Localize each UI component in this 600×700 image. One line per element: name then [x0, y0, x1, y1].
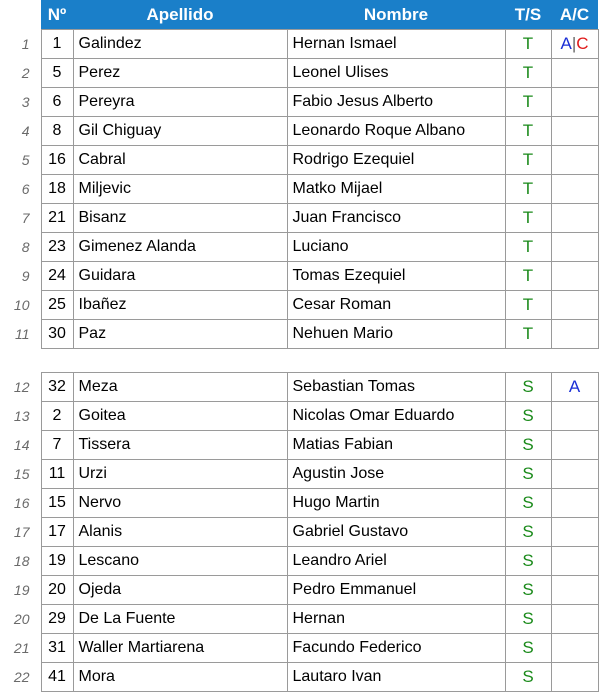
player-nombre: Rodrigo Ezequiel: [287, 146, 505, 175]
player-apellido: Meza: [73, 373, 287, 402]
player-ts: T: [505, 59, 551, 88]
row-index: 11: [14, 326, 30, 342]
player-number: 15: [41, 489, 73, 518]
table-row: [0, 576, 598, 605]
header-row: [0, 0, 598, 30]
player-ac: [551, 233, 598, 262]
player-ts: S: [505, 402, 551, 431]
player-ts: T: [505, 175, 551, 204]
player-number: 20: [41, 576, 73, 605]
row-index: 20: [13, 611, 30, 627]
player-ac: [551, 402, 598, 431]
player-number: 18: [41, 175, 73, 204]
player-ac: [551, 204, 598, 233]
player-ac: [551, 489, 598, 518]
player-nombre: Matias Fabian: [287, 431, 505, 460]
player-number: 41: [41, 663, 73, 692]
player-ts: T: [505, 146, 551, 175]
header-nombre: Nombre: [287, 0, 505, 30]
row-index: 15: [13, 466, 30, 482]
player-ac: [551, 59, 598, 88]
row-index: 14: [13, 437, 30, 453]
player-ts: T: [505, 320, 551, 349]
player-number: 19: [41, 547, 73, 576]
player-apellido: Gimenez Alanda: [73, 233, 287, 262]
player-nombre: Juan Francisco: [287, 204, 505, 233]
player-ts: S: [505, 576, 551, 605]
player-apellido: Galindez: [73, 30, 287, 59]
player-number: 31: [41, 634, 73, 663]
row-index: 3: [21, 94, 30, 110]
player-apellido: Tissera: [73, 431, 287, 460]
player-nombre: Leonel Ulises: [287, 59, 505, 88]
player-ts: T: [505, 204, 551, 233]
substitutes-section: [0, 373, 598, 692]
table-row: [0, 402, 598, 431]
player-apellido: Ibañez: [73, 291, 287, 320]
table-row: [0, 59, 598, 88]
row-index: 4: [21, 123, 30, 139]
player-apellido: Alanis: [73, 518, 287, 547]
row-index: 13: [13, 408, 30, 424]
table-row: [0, 88, 598, 117]
player-nombre: Pedro Emmanuel: [287, 576, 505, 605]
player-ac: [551, 262, 598, 291]
player-apellido: Mora: [73, 663, 287, 692]
header-index-blank: [0, 0, 41, 30]
table-row: [0, 663, 598, 692]
player-number: 21: [41, 204, 73, 233]
player-ac: [551, 88, 598, 117]
row-index: 7: [21, 210, 30, 226]
table-row: [0, 489, 598, 518]
player-nombre: Hernan: [287, 605, 505, 634]
player-apellido: Lescano: [73, 547, 287, 576]
player-nombre: Lautaro Ivan: [287, 663, 505, 692]
header-number: Nº: [41, 0, 73, 30]
player-ac: [551, 431, 598, 460]
player-nombre: Fabio Jesus Alberto: [287, 88, 505, 117]
table-row: [0, 262, 598, 291]
table-row: [0, 291, 598, 320]
player-nombre: Gabriel Gustavo: [287, 518, 505, 547]
player-ac: [551, 291, 598, 320]
player-nombre: Leonardo Roque Albano: [287, 117, 505, 146]
row-index: 18: [13, 553, 30, 569]
player-apellido: Urzi: [73, 460, 287, 489]
player-number: 16: [41, 146, 73, 175]
row-index: 8: [21, 239, 30, 255]
row-index: 9: [21, 268, 30, 284]
player-nombre: Cesar Roman: [287, 291, 505, 320]
player-apellido: Ojeda: [73, 576, 287, 605]
table-row: [0, 175, 598, 204]
player-number: 30: [41, 320, 73, 349]
player-ts: T: [505, 291, 551, 320]
player-apellido: Nervo: [73, 489, 287, 518]
table-row: [0, 204, 598, 233]
player-apellido: Perez: [73, 59, 287, 88]
table-row: [0, 373, 598, 402]
player-number: 7: [41, 431, 73, 460]
player-ac: [551, 518, 598, 547]
player-number: 24: [41, 262, 73, 291]
player-ts: S: [505, 634, 551, 663]
row-index: 1: [21, 36, 30, 52]
spacer-row: [0, 349, 598, 373]
row-index: 12: [13, 379, 30, 395]
table-row: [0, 320, 598, 349]
player-ac: [551, 320, 598, 349]
player-apellido: Guidara: [73, 262, 287, 291]
player-nombre: Tomas Ezequiel: [287, 262, 505, 291]
player-nombre: Nicolas Omar Eduardo: [287, 402, 505, 431]
player-ac: [551, 117, 598, 146]
player-number: 17: [41, 518, 73, 547]
player-number: 6: [41, 88, 73, 117]
ac-c-mark: C: [576, 34, 589, 53]
row-index: 21: [13, 640, 30, 656]
player-ts: T: [505, 88, 551, 117]
table-row: [0, 547, 598, 576]
player-nombre: Hugo Martin: [287, 489, 505, 518]
player-number: 29: [41, 605, 73, 634]
player-ac: [551, 460, 598, 489]
player-number: 8: [41, 117, 73, 146]
player-nombre: Nehuen Mario: [287, 320, 505, 349]
player-apellido: Pereyra: [73, 88, 287, 117]
player-number: 25: [41, 291, 73, 320]
player-nombre: Matko Mijael: [287, 175, 505, 204]
player-nombre: Facundo Federico: [287, 634, 505, 663]
header-ac: A/C: [551, 0, 598, 30]
player-apellido: Cabral: [73, 146, 287, 175]
player-ac: [551, 146, 598, 175]
row-index: 2: [21, 65, 30, 81]
player-ts: S: [505, 605, 551, 634]
player-ac: [551, 663, 598, 692]
starters-section: [0, 30, 598, 349]
header-ts: T/S: [505, 0, 551, 30]
player-apellido: Miljevic: [73, 175, 287, 204]
player-ts: S: [505, 663, 551, 692]
player-ts: T: [505, 262, 551, 291]
row-index: 17: [13, 524, 30, 540]
player-ts: S: [505, 431, 551, 460]
player-nombre: Luciano: [287, 233, 505, 262]
player-number: 32: [41, 373, 73, 402]
player-ts: S: [505, 489, 551, 518]
player-apellido: Waller Martiarena: [73, 634, 287, 663]
header-apellido: Apellido: [73, 0, 287, 30]
table-row: [0, 233, 598, 262]
player-ts: T: [505, 117, 551, 146]
player-number: 23: [41, 233, 73, 262]
row-index: 6: [21, 181, 30, 197]
player-apellido: Gil Chiguay: [73, 117, 287, 146]
player-ac: [551, 576, 598, 605]
row-index: 22: [13, 669, 30, 685]
table-row: [0, 431, 598, 460]
player-ac: [551, 634, 598, 663]
player-ac: [551, 175, 598, 204]
table-row: [0, 518, 598, 547]
ac-a-mark: A: [568, 377, 581, 396]
table-row: [0, 460, 598, 489]
table-row: [0, 634, 598, 663]
player-ts: S: [505, 373, 551, 402]
row-index: 16: [13, 495, 30, 511]
player-ts: S: [505, 547, 551, 576]
player-number: 2: [41, 402, 73, 431]
table-row: [0, 605, 598, 634]
player-apellido: Paz: [73, 320, 287, 349]
table-row: [0, 117, 598, 146]
ac-separator: |: [571, 34, 577, 53]
player-apellido: Bisanz: [73, 204, 287, 233]
player-nombre: Agustin Jose: [287, 460, 505, 489]
player-nombre: Leandro Ariel: [287, 547, 505, 576]
player-ac: [551, 30, 598, 59]
player-ts: S: [505, 460, 551, 489]
section-spacer: [0, 349, 598, 373]
row-index: 5: [21, 152, 30, 168]
ac-a-mark: A: [560, 34, 572, 53]
table-row: [0, 146, 598, 175]
row-index: 19: [13, 582, 30, 598]
player-number: 5: [41, 59, 73, 88]
player-ts: T: [505, 30, 551, 59]
roster-header: [0, 0, 598, 30]
player-nombre: Hernan Ismael: [287, 30, 505, 59]
player-number: 1: [41, 30, 73, 59]
table-row: [0, 30, 598, 59]
player-ac: [551, 373, 598, 402]
player-number: 11: [41, 460, 73, 489]
player-ac: [551, 605, 598, 634]
row-index: 10: [13, 297, 30, 313]
player-ts: T: [505, 233, 551, 262]
player-ac: [551, 547, 598, 576]
player-nombre: Sebastian Tomas: [287, 373, 505, 402]
player-apellido: De La Fuente: [73, 605, 287, 634]
player-ts: S: [505, 518, 551, 547]
player-apellido: Goitea: [73, 402, 287, 431]
spacer-index-cell: [0, 349, 41, 373]
spacer-cell: [41, 349, 598, 373]
